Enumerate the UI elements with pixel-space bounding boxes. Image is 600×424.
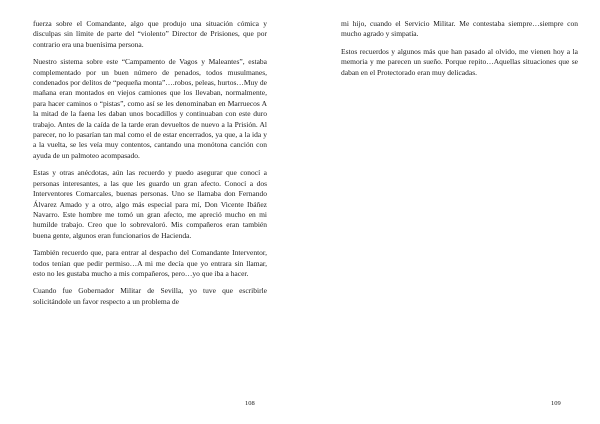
- paragraph: mi hijo, cuando el Servicio Militar. Me contestaba siempre…siempre con mucho agrado y simpatía.: [341, 19, 578, 39]
- paragraph: Nuestro sistema sobre este “Campamento de Vagos y Maleantes”, estaba complementado por un buen número de penados, todos musulmanes, condenados por delitos de “pequeña monta”….robos, peleas, hurtos…Muy de mañana eran montados en viejos camiones que los llevaban, normalmente, para hacer caminos o “pistas”, como así se les denominaban en Marruecos A la mitad de la faena les daban unos bocadillos y continuaban con este duro trabajo. Antes de la caída de la tarde eran devueltos de nuevo a la Prisión. Al parecer, no lo pasarían tan mal como el de estar encerrados, ya que, a la ida y a la vuelta, se les veía muy contentos, cantando una monótona canción con ayuda de un palmoteo acompasado.: [33, 57, 267, 160]
- right-page: [300, 0, 600, 424]
- paragraph: También recuerdo que, para entrar al despacho del Comandante Interventor, todos tenían que pedir permiso…A mi me decía que yo entrara sin llamar, esto no les gustaba mucho a mis compañeros, pero…yo que iba a hacer.: [33, 248, 267, 278]
- paragraph: Cuando fue Gobernador Militar de Sevilla, yo tuve que escribirle solicitándole un favor respecto a un problema de: [33, 286, 267, 306]
- paragraph: Estos recuerdos y algunos más que han pasado al olvido, me vienen hoy a la memoria y me parecen un sueño. Porque repito…Aquellas situaciones que se daban en el Protectorado eran muy delicadas.: [341, 46, 578, 77]
- right-page-text: [341, 19, 578, 85]
- paragraph: fuerza sobre el Comandante, algo que produjo una situación cómica y disculpas sin límite de parte del “violento” Director de Prisiones, que por contrario era una buenísima persona.: [33, 19, 267, 49]
- paragraph: Estas y otras anécdotas, aún las recuerdo y puedo asegurar que conocí a personas interesantes, a las que les guardo un gran afecto. Conocí a dos Interventores Comarcales, buenas personas. Uno se llamaba don Fernando Álvarez Amado y a otro, algo más especial para mí, Don Vicente Ibáñez Navarro. Este hombre me tomó un gran afecto, me apreció mucho en mi humilde trabajo. Creo que lo sobrevaloró. Mis compañeros eran también buena gente, algunos eran funcionarios de Hacienda.: [33, 168, 267, 240]
- page-number-left: 108: [245, 400, 255, 407]
- left-page-text: [33, 19, 267, 314]
- page-number-right: 109: [551, 400, 561, 407]
